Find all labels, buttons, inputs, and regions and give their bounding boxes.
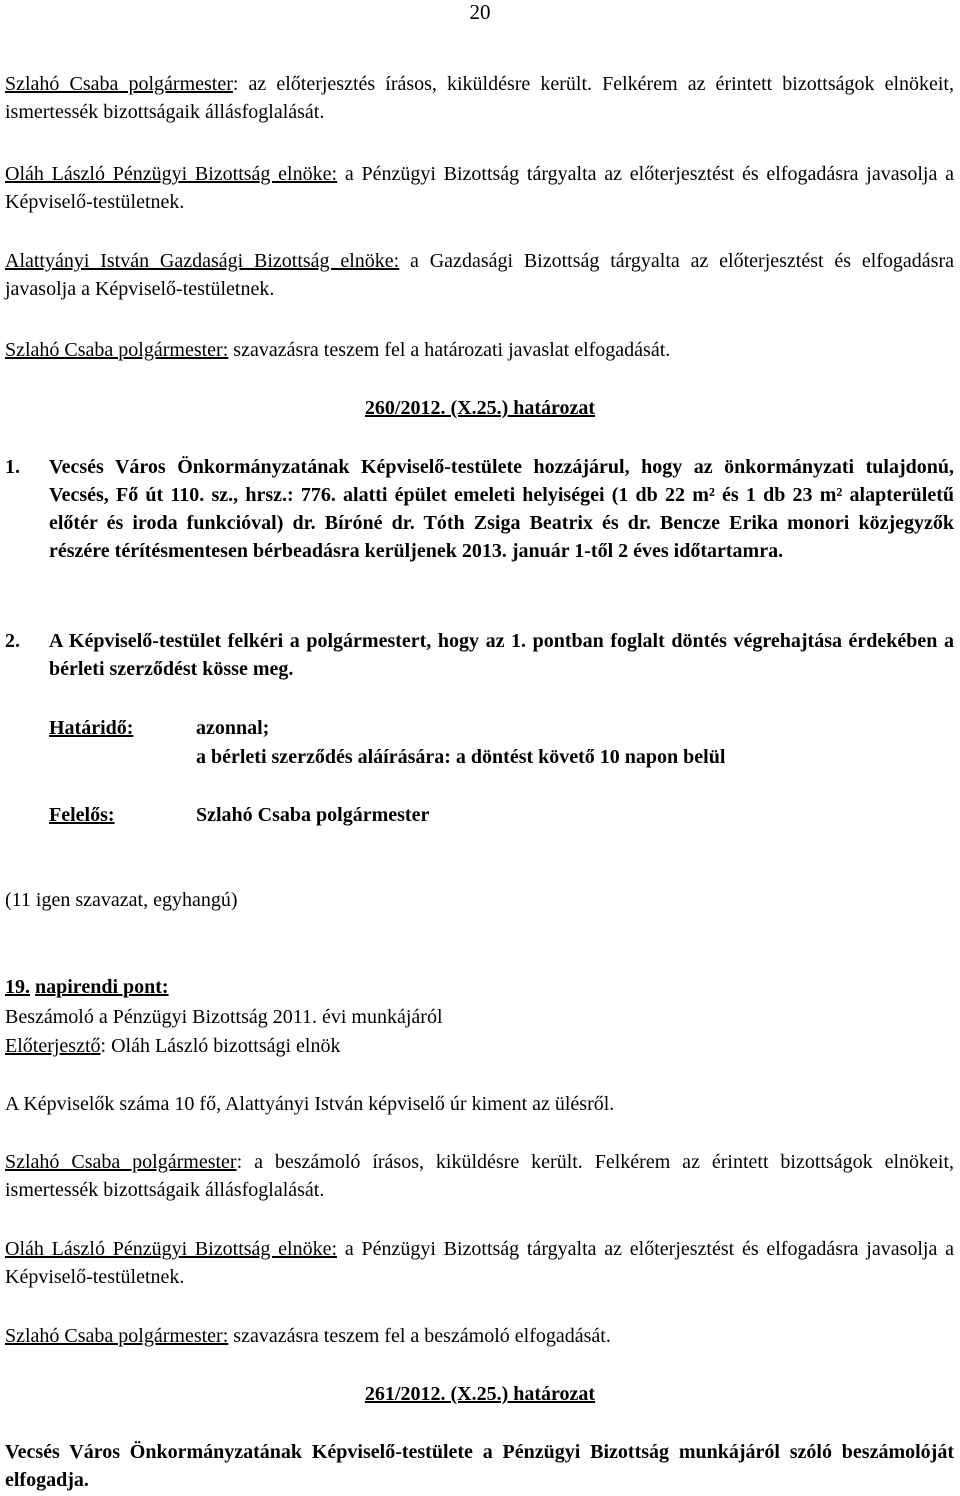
speaker-economic-chair: Alattyányi István Gazdasági Bizottság elnöke:	[5, 250, 400, 272]
finance-committee-paragraph-2	[5, 1235, 954, 1291]
speaker-mayor: Szlahó Csaba polgármester:	[5, 339, 229, 361]
finance-committee-paragraph	[5, 160, 954, 216]
page-number: 20	[469, 0, 491, 24]
resolution-text-2: Vecsés Város Önkormányzatának Képviselő-testülete a Pénzügyi Bizottság munkájáról szóló beszámolóját elfogadja.	[5, 1441, 954, 1491]
agenda-label: napirendi pont:	[35, 976, 169, 998]
speaker-finance-chair: Oláh László Pénzügyi Bizottság elnöke:	[5, 1238, 338, 1260]
responsible-value: Szlahó Csaba polgármester	[196, 804, 430, 826]
economic-committee-paragraph	[5, 247, 954, 303]
paragraph-text: a Pénzügyi Bizottság tárgyalta az előterjesztést és elfogadásra javasolja a Képviselő-testületnek.	[5, 1238, 954, 1288]
point-number: 2.	[5, 630, 20, 652]
agenda-number: 19.	[5, 976, 30, 998]
paragraph-text: a Gazdasági Bizottság tárgyalta az előterjesztést és elfogadásra javasolja a Képviselő-testületnek.	[5, 250, 954, 300]
deadline-label-row	[49, 714, 133, 742]
point-text: A Képviselő-testület felkéri a polgármestert, hogy az 1. pontban foglalt döntés végrehajtása érdekében a bérleti szerződést kösse meg.	[49, 630, 954, 680]
mayor-vote-paragraph-2	[5, 1322, 954, 1350]
responsible-label-row	[49, 801, 115, 829]
attendance-line: A Képviselők száma 10 fő, Alattyányi István képviselő úr kiment az ülésről.	[5, 1093, 615, 1115]
resolution-point-2	[5, 627, 954, 683]
paragraph-text: szavazásra teszem fel a határozati javaslat elfogadását.	[228, 339, 671, 361]
responsible-label: Felelős:	[49, 804, 115, 826]
paragraph-text: a Pénzügyi Bizottság tárgyalta az előterjesztést és elfogadásra javasolja a Képviselő-testületnek.	[5, 163, 954, 213]
mayor-vote-paragraph	[5, 336, 954, 364]
resolution-point-1	[5, 453, 954, 565]
speaker-mayor: Szlahó Csaba polgármester:	[5, 1325, 229, 1347]
paragraph-text: : a beszámoló írásos, kiküldésre került. Felkérem az érintett bizottságok elnökeit, ismertessék bizottságaik állásfoglalását.	[5, 1151, 954, 1201]
point-text: Vecsés Város Önkormányzatának Képviselő-testülete hozzájárul, hogy az önkormányzati tulajdonú, Vecsés, Fő út 110. sz., hrsz.: 776. alatti épület emeleti helyiségei (1 db 22 m² és 1 db 23 m² alapterületű előtér és iroda funkcióval) dr. Bíróné dr. Tóth Zsiga Beatrix és dr. Bencze Erika monori közjegyzők részére térítésmentesen bérbeadásra kerüljenek 2013. január 1-től 2 éves időtartamra.	[49, 456, 954, 562]
agenda-heading	[5, 973, 169, 1001]
paragraph-text: szavazásra teszem fel a beszámoló elfogadását.	[228, 1325, 611, 1347]
resolution-title: 260/2012. (X.25.) határozat	[364, 397, 596, 419]
vote-result: (11 igen szavazat, egyhangú)	[5, 889, 238, 911]
speaker-finance-chair: Oláh László Pénzügyi Bizottság elnöke:	[5, 163, 338, 185]
paragraph-text: : az előterjesztés írásos, kiküldésre került. Felkérem az érintett bizottságok elnökeit, ismertessék bizottságaik állásfoglalását.	[5, 73, 954, 123]
mayor-intro-paragraph-2	[5, 1148, 954, 1204]
deadline-value-2: a bérleti szerződés aláírására: a döntést követő 10 napon belül	[196, 746, 726, 768]
speaker-mayor: Szlahó Csaba polgármester	[5, 1151, 237, 1173]
deadline-value-1: azonnal;	[196, 717, 270, 739]
resolution-title-2: 261/2012. (X.25.) határozat	[364, 1383, 596, 1405]
presenter-label: Előterjesztő	[5, 1035, 101, 1057]
presenter-line	[5, 1032, 340, 1060]
deadline-label: Határidő:	[49, 717, 134, 739]
agenda-subject: Beszámoló a Pénzügyi Bizottság 2011. évi munkájáról	[5, 1006, 443, 1028]
mayor-intro-paragraph	[5, 70, 954, 126]
point-number: 1.	[5, 456, 20, 478]
presenter-text: : Oláh László bizottsági elnök	[100, 1035, 341, 1057]
speaker-mayor: Szlahó Csaba polgármester	[5, 73, 233, 95]
